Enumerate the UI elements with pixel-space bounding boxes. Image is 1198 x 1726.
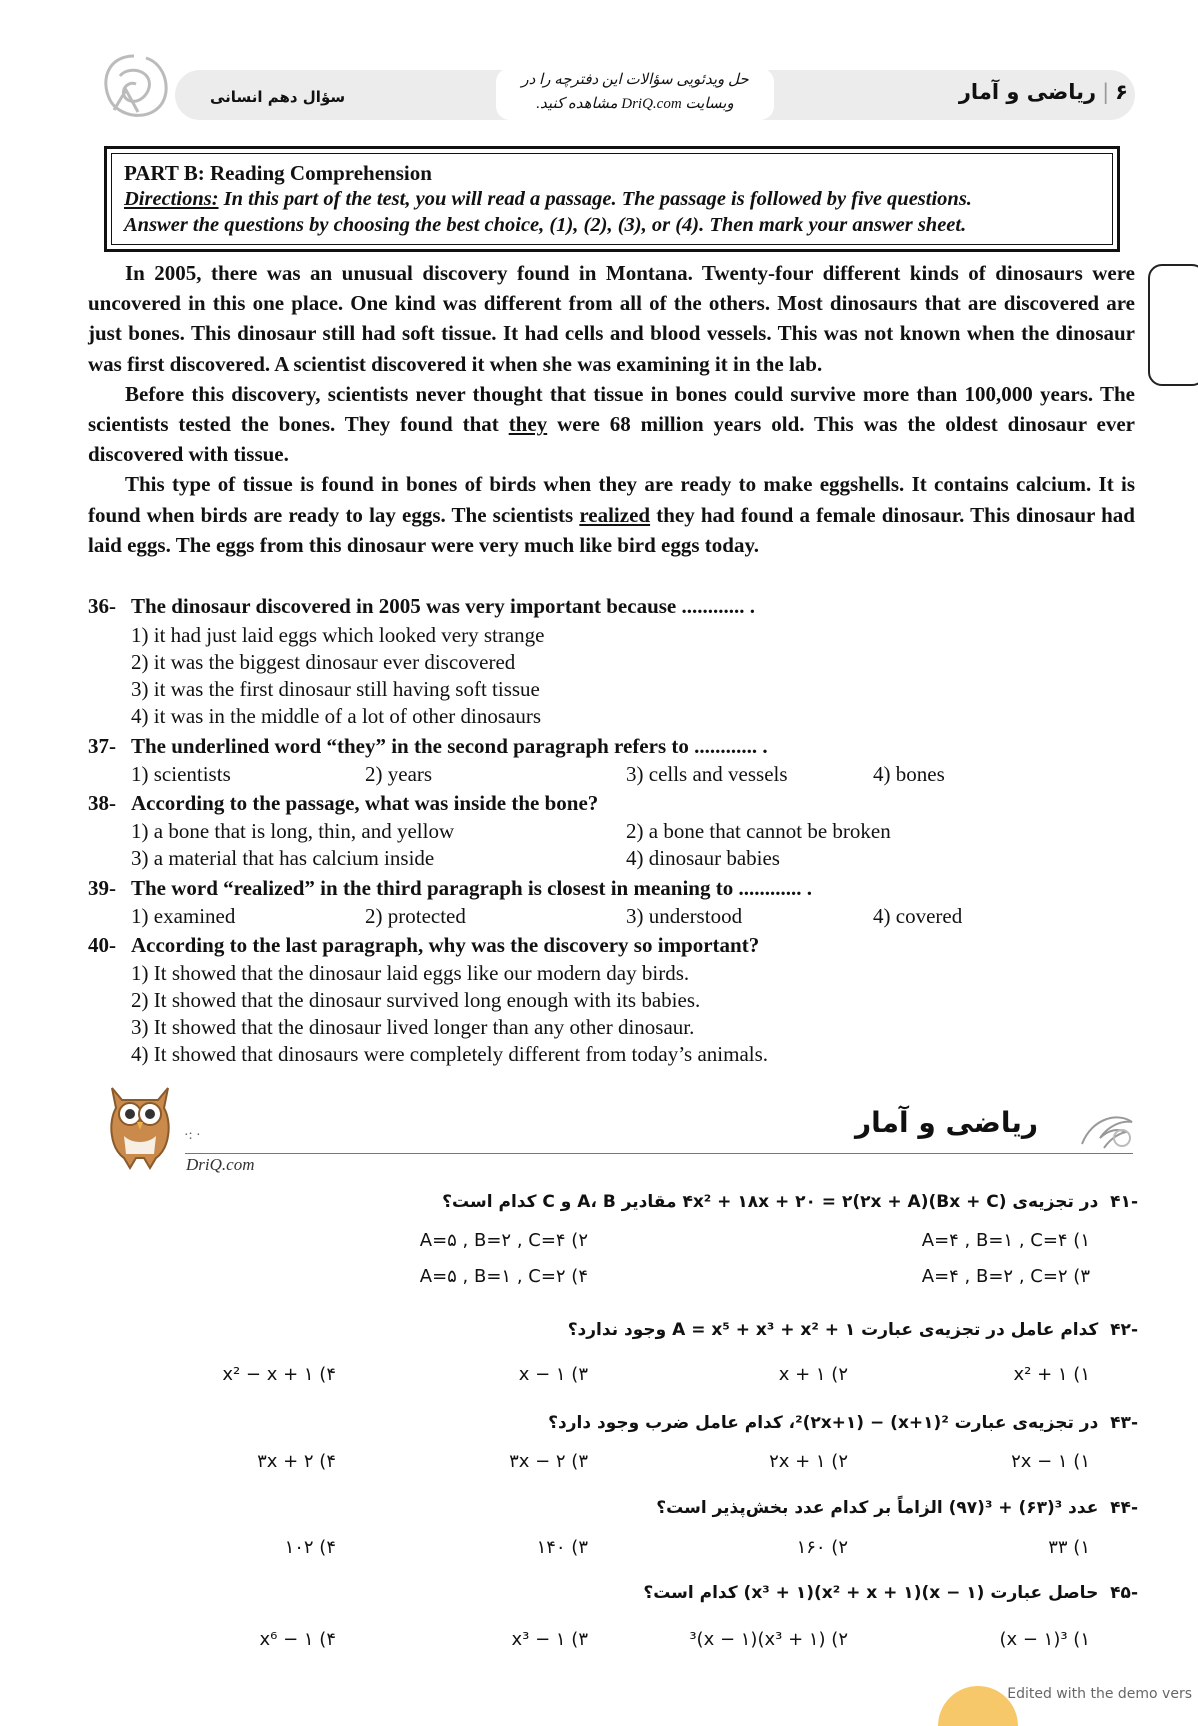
q41-option-3[interactable]: ۳) A=۴ , B=۲ , C=۲ — [921, 1266, 1090, 1287]
watermark-text: Edited with the demo vers — [1007, 1686, 1192, 1702]
math-question-44: -۴۴ عدد ³(۶۳) + ³(۹۷) الزاماً بر کدام عدد بخش‌پذیر است؟ — [656, 1498, 1138, 1518]
math-question-41: -۴۱ در تجزیه‌ی ۴x² + ۱۸x + ۲۰ = ۲(۲x + A)(Bx + C) مقادیر A، B و C کدام است؟ — [442, 1192, 1138, 1212]
q38-option-3[interactable]: 3) a material that has calcium inside — [131, 846, 435, 870]
q45-option-2[interactable]: ۲) (x³ + ۱)³(x − ۱) — [689, 1629, 848, 1650]
paragraph-2: Before this discovery, scientists never thought that tissue in bones could survive more than 100,000 years. The scientists tested the bones. They found that they were 68 million years old. This was the oldest dinosaur ever discovered with tissue. — [88, 381, 1135, 467]
book-title: ریاضی و آمار — [958, 80, 1097, 104]
math-question-45: -۴۵ حاصل عبارت (x − ۱)(x² + x + ۱)(x³ + ۱) کدام است؟ — [643, 1583, 1138, 1603]
q36-option-4[interactable]: 4) it was in the middle of a lot of other dinosaurs — [131, 704, 542, 728]
q43-option-4[interactable]: ۴) ۳x + ۲ — [257, 1451, 336, 1472]
paragraph-3: This type of tissue is found in bones of birds when they are ready to make eggshells. It contains calcium. It is found when birds are ready to lay eggs. The scientists realized they had found a female dinosaur. This dinosaur had laid eggs. The eggs from this dinosaur were very much like bird eggs today. — [88, 472, 1135, 557]
q36-option-2[interactable]: 2) it was the biggest dinosaur ever discovered — [131, 650, 516, 674]
owl-logo-icon — [100, 1078, 180, 1172]
q40-option-1[interactable]: 1) It showed that the dinosaur laid eggs like our modern day birds. — [131, 961, 690, 985]
underlined-they: they — [508, 412, 548, 437]
q41-option-2[interactable]: ۲) A=۵ , B=۲ , C=۴ — [419, 1230, 588, 1251]
q44-option-3[interactable]: ۳) ۱۴۰ — [536, 1537, 588, 1558]
underlined-realized: realized — [579, 502, 651, 527]
part-b-title: PART B: Reading Comprehension — [124, 161, 432, 185]
q43-option-1[interactable]: ۱) ۲x − ۱ — [1011, 1451, 1090, 1472]
q41-option-1[interactable]: ۱) A=۴ , B=۱ , C=۴ — [921, 1230, 1090, 1251]
q39-option-4[interactable]: 4) covered — [873, 904, 963, 928]
q44-option-1[interactable]: ۱) ۳۳ — [1048, 1537, 1090, 1558]
q42-option-1[interactable]: ۱) x² + ۱ — [1013, 1364, 1090, 1385]
publisher-logo-icon — [96, 50, 172, 128]
paragraph-1: In 2005, there was an unusual discovery found in Montana. Twenty-four different kinds of dinosaurs were uncovered in this one place. One kind was different from all of the others. Most dinosaurs that are discovered are just bones. This dinosaur still had soft tissue. It had cells and blood vessels. This was not known when the dinosaur was first discovered. A scientist discovered it when she was examining it in the lab. — [88, 261, 1135, 376]
q44-option-2[interactable]: ۲) ۱۶۰ — [796, 1537, 848, 1558]
directions-label: Directions: — [124, 188, 219, 210]
q37-option-1[interactable]: 1) scientists — [131, 762, 231, 786]
exam-label: سؤال دهم انسانی — [210, 88, 346, 106]
q38-option-2[interactable]: 2) a bone that cannot be broken — [626, 819, 891, 843]
part-b-directions: Directions: In this part of the test, you will read a passage. The passage is followed by five questions. — [124, 188, 972, 210]
q42-option-4[interactable]: ۴) x² − x + ۱ — [222, 1364, 336, 1385]
q40-option-2[interactable]: 2) It showed that the dinosaur survived long enough with its babies. — [131, 988, 701, 1012]
part-b-directions-line2: Answer the questions by choosing the best choice, (1), (2), (3), or (4). Then mark your answer sheet. — [124, 214, 967, 236]
q37-option-3[interactable]: 3) cells and vessels — [626, 762, 788, 786]
section-divider — [185, 1153, 1133, 1154]
q36-option-3[interactable]: 3) it was the first dinosaur still having soft tissue — [131, 677, 540, 701]
q39-option-1[interactable]: 1) examined — [131, 904, 236, 928]
watermark-logo — [938, 1686, 1018, 1726]
q43-option-2[interactable]: ۲) ۲x + ۱ — [769, 1451, 848, 1472]
section-ornament-icon — [1078, 1108, 1136, 1152]
math-question-42: -۴۲ کدام عامل در تجزیه‌ی عبارت A = x⁵ + x³ + x² + ۱ وجود ندارد؟ — [567, 1320, 1138, 1340]
side-tab — [1148, 264, 1198, 386]
q37-option-4[interactable]: 4) bones — [873, 762, 945, 786]
q45-option-3[interactable]: ۳) x³ − ۱ — [511, 1629, 588, 1650]
notice-line-2: وبسایت DriQ.com مشاهده کنید. — [536, 96, 734, 112]
q42-option-2[interactable]: ۲) x + ۱ — [778, 1364, 848, 1385]
reading-passage — [88, 258, 1135, 560]
q41-option-4[interactable]: ۴) A=۵ , B=۱ , C=۲ — [419, 1266, 588, 1287]
math-section-title: ریاضی و آمار — [855, 1106, 1038, 1139]
math-question-43: -۴۳ در تجزیه‌ی عبارت ²(x+۱) − ²(۲x+۱)، کدام عامل ضرب وجود دارد؟ — [548, 1413, 1138, 1433]
video-notice — [496, 68, 774, 120]
q39-option-3[interactable]: 3) understood — [626, 904, 743, 928]
q38-option-1[interactable]: 1) a bone that is long, thin, and yellow — [131, 819, 455, 843]
header-book-title: ۶|ریاضی و آمار — [958, 80, 1128, 104]
site-name: DriQ.com — [186, 1155, 255, 1174]
q42-option-3[interactable]: ۳) x − ۱ — [518, 1364, 588, 1385]
part-b-box — [104, 146, 1120, 252]
q43-option-3[interactable]: ۳) ۳x − ۲ — [509, 1451, 588, 1472]
page-number: ۶ — [1115, 80, 1128, 104]
q39-option-2[interactable]: 2) protected — [365, 904, 466, 928]
q45-option-1[interactable]: ۱) ³(x − ۱) — [999, 1629, 1090, 1650]
q36-option-1[interactable]: 1) it had just laid eggs which looked very strange — [131, 623, 545, 647]
q37-option-2[interactable]: 2) years — [365, 762, 433, 786]
q38-option-4[interactable]: 4) dinosaur babies — [626, 846, 780, 870]
q40-option-3[interactable]: 3) It showed that the dinosaur lived longer than any other dinosaur. — [131, 1015, 695, 1039]
q44-option-4[interactable]: ۴) ۱۰۲ — [284, 1537, 336, 1558]
q40-option-4[interactable]: 4) It showed that dinosaurs were completely different from today’s animals. — [131, 1042, 769, 1066]
decorative-dots: ·: · — [184, 1128, 201, 1143]
q45-option-4[interactable]: ۴) x⁶ − ۱ — [259, 1629, 336, 1650]
notice-line-1: حل ویدئویی سؤالات این دفترچه را در — [521, 72, 749, 88]
